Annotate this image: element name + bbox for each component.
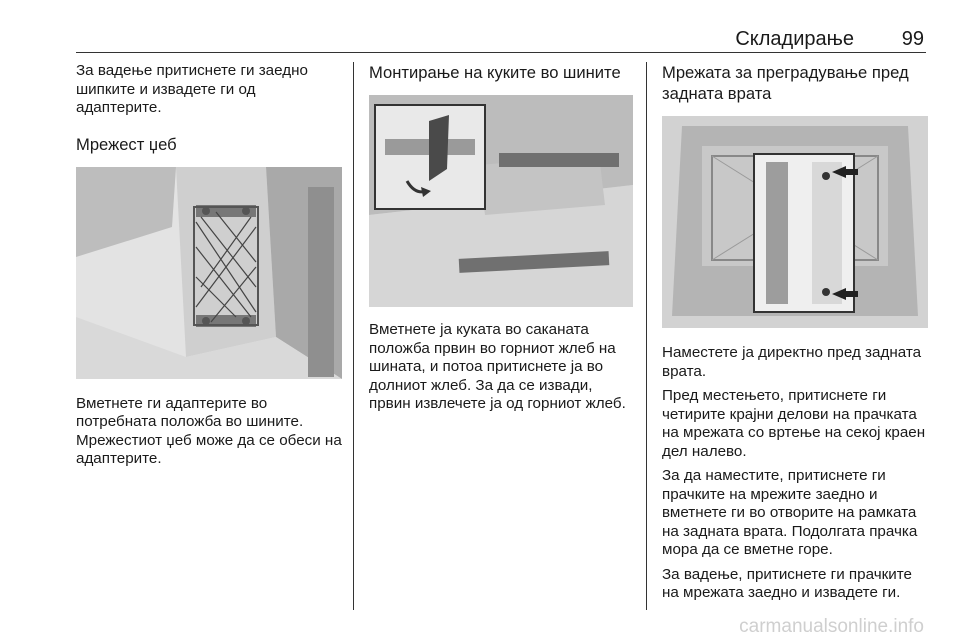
column-1 — [76, 62, 342, 469]
mesh-pocket-paragraph: Вметнете ги адаптерите во потребната положба во шините. Мрежестиот џеб може да се обеси на адаптерите. — [76, 394, 342, 467]
partition-net-paragraph-1: Наместете ја директно пред задната врата. — [662, 344, 922, 380]
watermark: carmanualsonline.info — [739, 616, 924, 637]
partition-net-paragraph-4: За вадење, притиснете ги прачките на мрежата заедно и извадете ги. — [662, 565, 912, 601]
column-divider-1 — [353, 62, 354, 610]
column-divider-2 — [646, 62, 647, 610]
heading-hooks: Монтирање на куките во шините — [369, 63, 621, 82]
heading-partition-net: Мрежата за преградување пред задната врата — [662, 63, 909, 103]
column-2 — [369, 62, 633, 414]
partition-net-paragraph-2: Пред местењето, притиснете ги четирите крајни делови на прачката на мрежата со вртење на секој краен дел налево. — [662, 387, 926, 460]
page-header — [76, 22, 924, 50]
page-number: 99 — [901, 28, 924, 50]
figure-hooks-rails — [369, 95, 633, 307]
partition-net-paragraph-3: За да наместите, притиснете ги прачките на мрежите заедно и вметнете ги во отворите на рамката на задната врата. Подолгата прачка мора да се вметне горе. — [662, 467, 918, 558]
column-3 — [662, 62, 928, 603]
hooks-paragraph: Вметнете ја куката во саканата положба првин во горниот жлеб на шината, и потоа притиснете ја во долниот жлеб. За да се извади, првин извлечете ја од горниот жлеб. — [369, 321, 626, 412]
heading-mesh-pocket: Мрежест џеб — [76, 134, 177, 154]
intro-paragraph: За вадење притиснете ги заедно шипките и извадете ги од адаптерите. — [76, 62, 308, 116]
section-title: Складирање — [735, 28, 854, 50]
header-rule — [76, 52, 926, 53]
figure-partition-net — [662, 116, 928, 328]
figure-mesh-pocket — [76, 167, 342, 379]
